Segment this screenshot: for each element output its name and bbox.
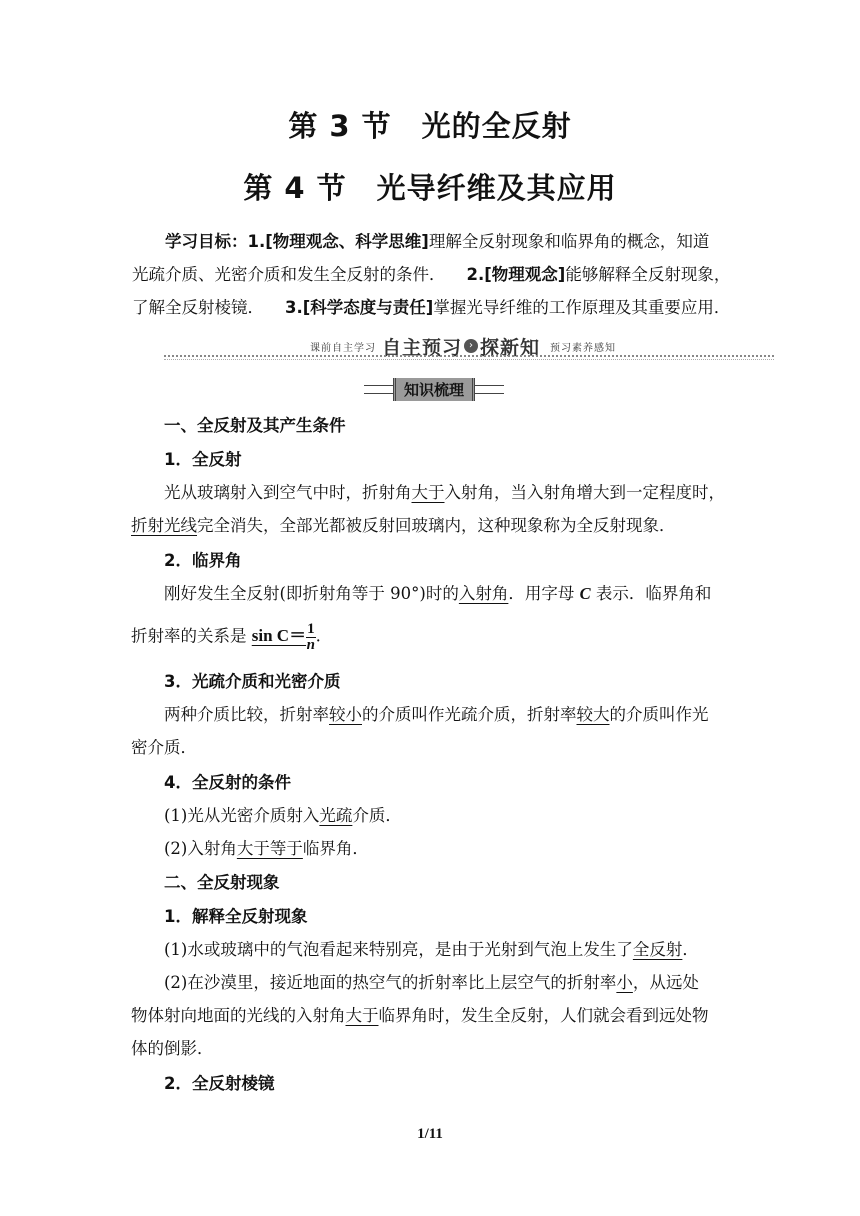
text-run: 的介质叫作光 xyxy=(609,705,709,724)
answer-blank: 较大 xyxy=(576,705,610,724)
objective-2-text-cont: 了解全反射棱镜． xyxy=(132,298,264,317)
paragraph-line xyxy=(164,703,709,727)
answer-blank: 光疏 xyxy=(319,806,353,825)
page-number: 1/11 xyxy=(417,1126,443,1142)
answer-blank: 小 xyxy=(616,973,633,992)
tag-right-rule xyxy=(475,385,504,394)
list-item xyxy=(164,938,699,962)
answer-blank: 较小 xyxy=(329,705,362,724)
paragraph-line xyxy=(164,481,725,505)
text-run: 刚好发生全反射(即折射角等于 90°)时的 xyxy=(164,584,459,603)
banner-left-caption: 课前自主学习 xyxy=(310,342,376,354)
text-run: (1)水或玻璃中的气泡看起来特别亮，是由于光射到气泡上发生了 xyxy=(164,940,633,959)
text-run: (2)在沙漠里，接近地面的热空气的折射率比上层空气的折射率 xyxy=(164,973,617,992)
list-item xyxy=(164,971,699,995)
text-run: (1)光从光密介质射入 xyxy=(164,806,320,825)
banner-right-caption: 预习素养感知 xyxy=(550,342,617,354)
section-title-1: 第 3 节 光的全反射 xyxy=(288,109,572,143)
formula-fraction xyxy=(306,622,316,653)
objective-2-number: 2. xyxy=(466,265,485,284)
heading-2-2: 2．全反射棱镜 xyxy=(164,1074,275,1093)
paragraph-line xyxy=(131,622,321,653)
list-item xyxy=(164,804,402,828)
heading-section-1: 一、全反射及其产生条件 xyxy=(164,416,346,435)
learning-objectives xyxy=(132,225,732,324)
tag-label: 知识梳理 xyxy=(393,378,475,401)
paragraph-line: 密介质． xyxy=(131,738,197,757)
fraction-denominator: n xyxy=(306,637,315,653)
objective-1-text-cont: 光疏介质、光密介质和发生全反射的条件． xyxy=(132,265,446,284)
answer-blank: 大于 xyxy=(345,1006,379,1025)
text-run: (2)入射角 xyxy=(164,839,237,858)
paragraph-line xyxy=(131,514,676,538)
objective-3-number: 3. xyxy=(284,298,303,317)
text-run: 完全消失，全部光都被反射回玻璃内，这种现象称为全反射现象． xyxy=(197,516,676,535)
objective-3-tag: [科学态度与责任] xyxy=(302,298,434,317)
heading-1-1: 1．全反射 xyxy=(164,450,242,469)
answer-blank: 大于 xyxy=(411,483,445,502)
heading-2-1: 1．解释全反射现象 xyxy=(164,907,308,926)
text-run: 介质． xyxy=(352,806,402,825)
heading-section-2: 二、全反射现象 xyxy=(164,873,280,892)
text-run: . xyxy=(315,626,321,646)
heading-1-3: 3．光疏介质和光密介质 xyxy=(164,672,341,691)
answer-blank: 大于等于 xyxy=(236,839,303,858)
tag-left-rule xyxy=(364,385,393,394)
answer-blank: 入射角 xyxy=(458,584,509,603)
formula-lhs: sin C＝ xyxy=(251,626,307,646)
text-run: ． xyxy=(682,940,699,959)
text-run: ．用字母 xyxy=(508,584,580,603)
text-run: 光从玻璃射入到空气中时，折射角 xyxy=(164,483,412,502)
objective-3-text: 掌握光导纤维的工作原理及其重要应用． xyxy=(433,298,731,317)
text-run: 表示．临界角和 xyxy=(590,584,712,603)
banner-divider xyxy=(164,355,774,357)
text-run: 临界角时，发生全反射，人们就会看到远处物 xyxy=(378,1006,709,1025)
list-item xyxy=(164,837,369,861)
objective-1-tag: [物理观念、科学思维] xyxy=(265,232,429,251)
text-run: 折射率的关系是 xyxy=(131,626,252,646)
chevron-right-icon: › xyxy=(464,339,478,353)
paragraph-line xyxy=(164,582,711,606)
answer-blank: 折射光线 xyxy=(131,516,197,535)
objective-2-text: 能够解释全反射现象， xyxy=(565,265,731,284)
objective-2-tag: [物理观念] xyxy=(484,265,566,284)
text-run: ，从远处 xyxy=(632,973,699,992)
fraction-numerator: 1 xyxy=(307,621,315,637)
answer-blank: 全反射 xyxy=(632,940,683,959)
objective-1-number: 1. xyxy=(247,232,266,251)
banner-main-title-1: 自主预习 xyxy=(382,336,463,359)
heading-1-2: 2．临界角 xyxy=(164,551,242,570)
text-run: 的介质叫作光疏介质，折射率 xyxy=(362,705,577,724)
paragraph-line: 体的倒影． xyxy=(131,1039,214,1058)
heading-1-4: 4．全反射的条件 xyxy=(164,773,291,792)
text-run: 两种介质比较，折射率 xyxy=(164,705,329,724)
banner-main-title-2: 探新知 xyxy=(480,336,541,359)
text-run: 物体射向地面的光线的入射角 xyxy=(131,1006,346,1025)
knowledge-tag xyxy=(364,379,504,399)
text-run: 临界角． xyxy=(302,839,369,858)
objectives-label: 学习目标： xyxy=(165,232,248,251)
objective-1-text: 理解全反射现象和临界角的概念，知道 xyxy=(428,232,710,251)
paragraph-line xyxy=(131,1004,709,1028)
formula xyxy=(251,621,316,653)
text-run: 入射角，当入射角增大到一定程度时， xyxy=(444,483,725,502)
symbol-c: C xyxy=(579,584,591,603)
banner-divider-secondary xyxy=(164,359,774,360)
section-title-2: 第 4 节 光导纤维及其应用 xyxy=(243,171,617,205)
